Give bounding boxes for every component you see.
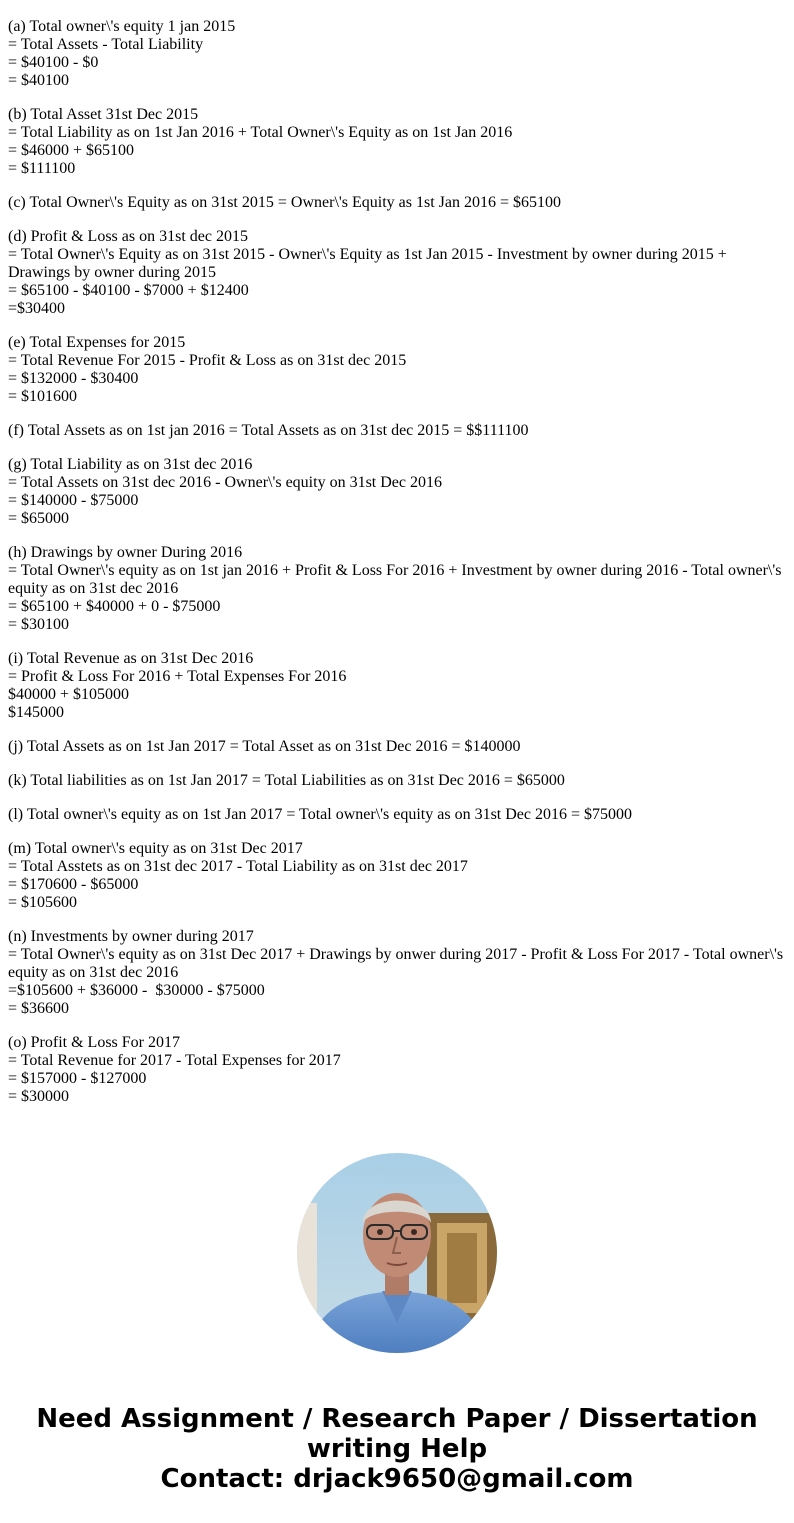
part-line: = $170600 - $65000 — [8, 876, 139, 893]
footer-line-1: Need Assignment / Research Paper / Dissertation — [36, 1404, 758, 1434]
author-avatar — [297, 1153, 497, 1353]
person-photo-icon — [297, 1153, 497, 1353]
part-line: = $40100 — [8, 72, 70, 89]
part-line: = Total Owner\'s equity as on 31st Dec 2017 + Drawings by onwer during 2017 - Profit & Loss For 2017 - Total owner\'s equity as on 31st dec 2016 — [8, 946, 788, 981]
part-heading: (k) Total liabilities as on 1st Jan 2017 = Total Liabilities as on 31st Dec 2016 = $65000 — [8, 772, 565, 789]
part-line: = Total Liability as on 1st Jan 2016 + Total Owner\'s Equity as on 1st Jan 2016 — [8, 124, 513, 141]
part-line: =$105600 + $36000 - $30000 - $75000 — [8, 982, 265, 999]
part-line: = $40100 - $0 — [8, 54, 99, 71]
part-heading: (b) Total Asset 31st Dec 2015 — [8, 106, 199, 123]
part-line: = $65100 - $40100 - $7000 + $12400 — [8, 282, 249, 299]
part-line: = $65100 + $40000 + 0 - $75000 — [8, 598, 221, 615]
part-heading: (f) Total Assets as on 1st jan 2016 = Total Assets as on 31st dec 2015 = $$111100 — [8, 422, 529, 439]
part-heading: (d) Profit & Loss as on 31st dec 2015 — [8, 228, 248, 245]
solution-part — [8, 456, 788, 528]
solution-part — [8, 928, 788, 1018]
part-heading: (j) Total Assets as on 1st Jan 2017 = Total Asset as on 31st Dec 2016 = $140000 — [8, 738, 521, 755]
part-line: = Total Assets - Total Liability — [8, 36, 204, 53]
footer-promo — [0, 1404, 794, 1494]
solution-document — [8, 18, 788, 1122]
solution-part — [8, 806, 788, 824]
part-heading: (n) Investments by owner during 2017 — [8, 928, 254, 945]
part-line: = Total Owner\'s equity as on 1st jan 2016 + Profit & Loss For 2016 + Investment by owner during 2016 - Total owner\'s equity as on 31st dec 2016 — [8, 562, 786, 597]
part-line: = Total Assets on 31st dec 2016 - Owner\'s equity on 31st Dec 2016 — [8, 474, 442, 491]
part-heading: (a) Total owner\'s equity 1 jan 2015 — [8, 18, 236, 35]
part-heading: (h) Drawings by owner During 2016 — [8, 544, 243, 561]
part-line: = $30000 — [8, 1088, 70, 1105]
part-heading: (e) Total Expenses for 2015 — [8, 334, 186, 351]
part-heading: (l) Total owner\'s equity as on 1st Jan 2017 = Total owner\'s equity as on 31st Dec 2016 = $75000 — [8, 806, 633, 823]
part-line: = $132000 - $30400 — [8, 370, 139, 387]
part-line: = $105600 — [8, 894, 78, 911]
part-line: = Total Revenue For 2015 - Profit & Loss as on 31st dec 2015 — [8, 352, 407, 369]
footer-contact: Contact: drjack9650@gmail.com — [160, 1464, 634, 1494]
part-line: = Total Asstets as on 31st dec 2017 - Total Liability as on 31st dec 2017 — [8, 858, 468, 875]
solution-part — [8, 334, 788, 406]
part-line: = $157000 - $127000 — [8, 1070, 147, 1087]
part-line: = $111100 — [8, 160, 76, 177]
solution-part — [8, 18, 788, 90]
solution-part — [8, 650, 788, 722]
part-line: = $140000 - $75000 — [8, 492, 139, 509]
part-line: = $65000 — [8, 510, 70, 527]
part-heading: (g) Total Liability as on 31st dec 2016 — [8, 456, 253, 473]
footer-line-2: writing Help — [306, 1434, 488, 1464]
part-line: = $46000 + $65100 — [8, 142, 135, 159]
part-line: = $36600 — [8, 1000, 70, 1017]
part-line: = $30100 — [8, 616, 70, 633]
solution-part — [8, 738, 788, 756]
solution-part — [8, 106, 788, 178]
part-line: = $101600 — [8, 388, 78, 405]
solution-part — [8, 544, 788, 634]
part-line: = Total Owner\'s Equity as on 31st 2015 - Owner\'s Equity as 1st Jan 2015 - Investment by owner during 2015 + Drawings by owner during 2015 — [8, 246, 731, 281]
solution-part — [8, 1034, 788, 1106]
part-heading: (c) Total Owner\'s Equity as on 31st 2015 = Owner\'s Equity as 1st Jan 2016 = $65100 — [8, 194, 562, 211]
solution-part — [8, 422, 788, 440]
part-heading: (i) Total Revenue as on 31st Dec 2016 — [8, 650, 254, 667]
solution-part — [8, 194, 788, 212]
part-line: =$30400 — [8, 300, 66, 317]
part-line: = Total Revenue for 2017 - Total Expenses for 2017 — [8, 1052, 341, 1069]
part-heading: (m) Total owner\'s equity as on 31st Dec 2017 — [8, 840, 303, 857]
part-line: $40000 + $105000 — [8, 686, 130, 703]
solution-part — [8, 840, 788, 912]
solution-part — [8, 772, 788, 790]
solution-part — [8, 228, 788, 318]
part-heading: (o) Profit & Loss For 2017 — [8, 1034, 180, 1051]
part-line: = Profit & Loss For 2016 + Total Expenses For 2016 — [8, 668, 347, 685]
part-line: $145000 — [8, 704, 64, 721]
